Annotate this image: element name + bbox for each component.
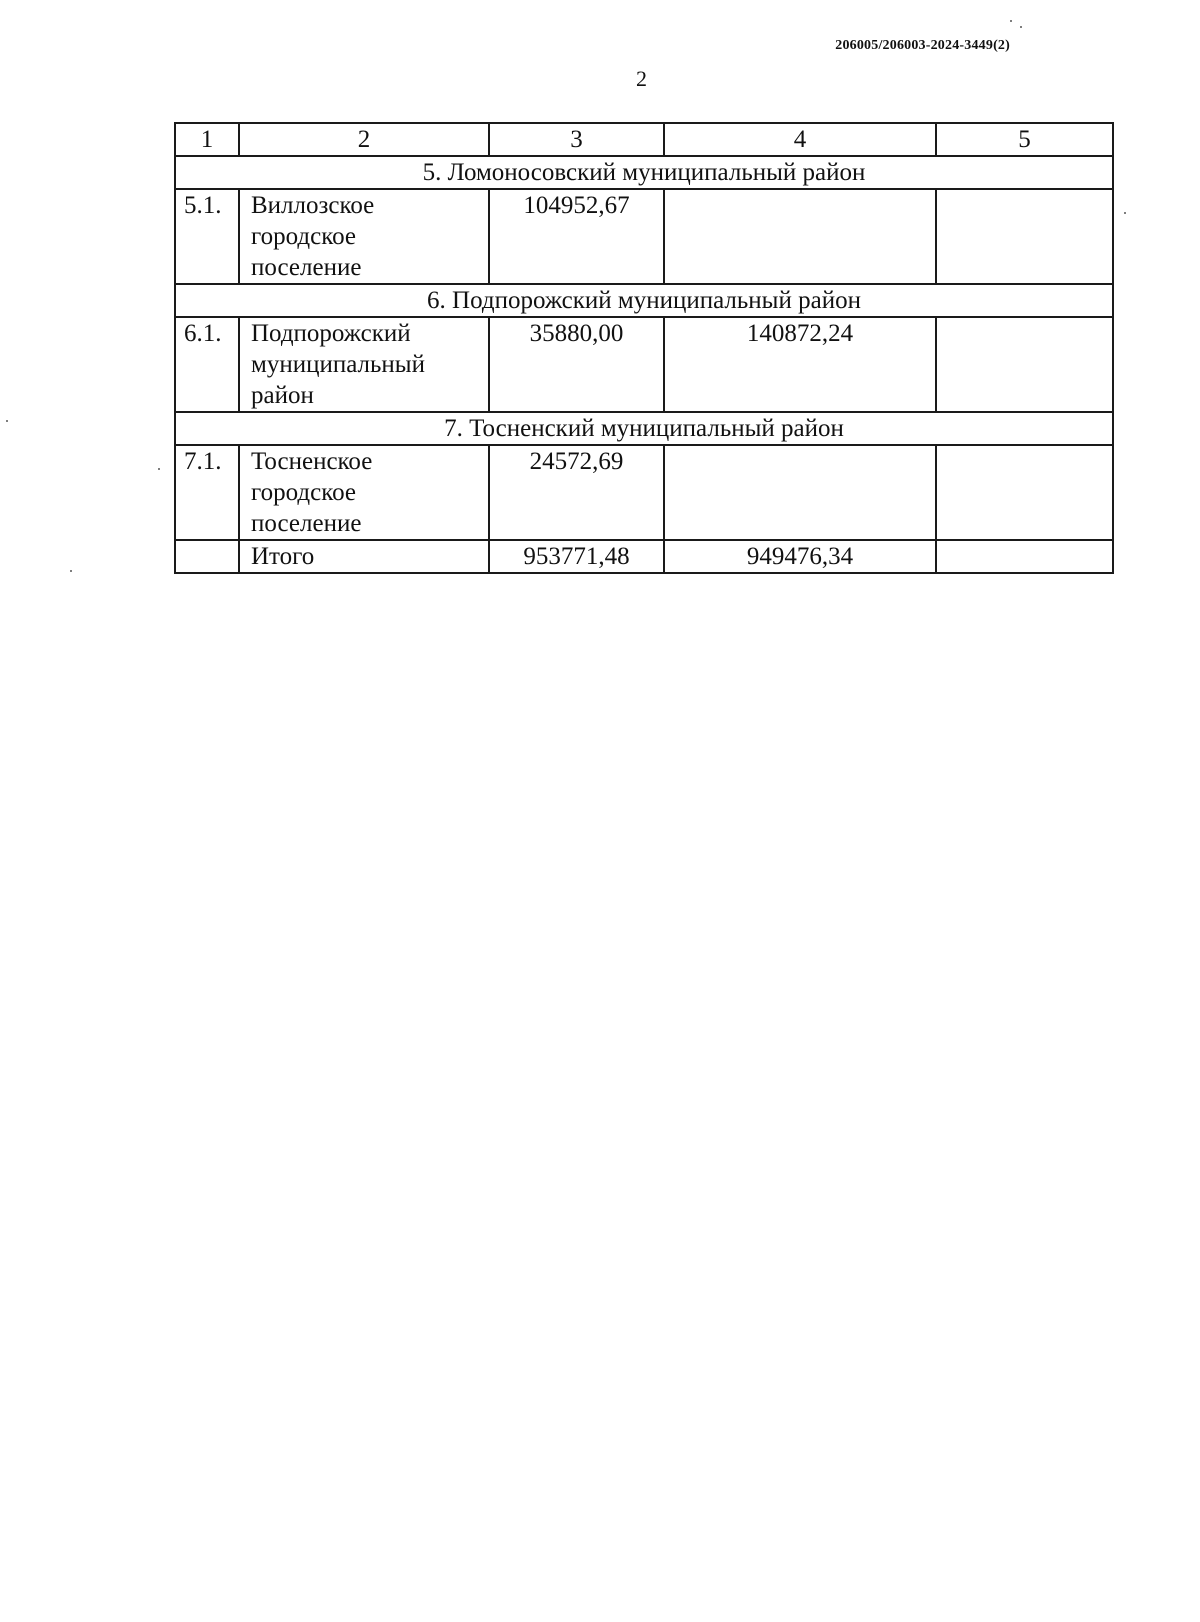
row-value-col3: 104952,67 [489,189,664,284]
row-name-line: поселение [251,510,362,537]
section-title: 5. Ломоносовский муниципальный район [175,156,1113,189]
column-number-row [175,123,1113,156]
row-value-col3: 35880,00 [489,317,664,412]
scan-speck [6,420,8,422]
column-header: 5 [936,123,1113,156]
column-header: 4 [664,123,936,156]
row-name-line: район [251,382,314,409]
row-name-line: Виллозское [251,192,375,219]
row-value-col5 [936,445,1113,540]
section-title: 7. Тосненский муниципальный район [175,412,1113,445]
row-value-col5 [936,317,1113,412]
row-value-col5 [936,189,1113,284]
scan-speck [1020,26,1022,28]
scan-speck [70,570,72,572]
row-number: 7.1. [175,445,239,540]
column-header: 2 [239,123,489,156]
table-row [175,189,1113,284]
row-name-line: Тосненское [251,448,373,475]
row-value-col3: 24572,69 [489,445,664,540]
section-row [175,284,1113,317]
row-value-col4 [664,445,936,540]
row-value-col4 [664,189,936,284]
allocation-table [174,122,1114,574]
total-value-col5 [936,540,1113,573]
scan-speck [1010,20,1012,22]
row-name-line: муниципальный [251,351,425,378]
scan-speck [1124,212,1126,214]
total-number [175,540,239,573]
table-row [175,317,1113,412]
row-value-col4: 140872,24 [664,317,936,412]
row-name-line: городское [251,223,357,250]
column-header: 1 [175,123,239,156]
section-title: 6. Подпорожский муниципальный район [175,284,1113,317]
total-value-col3: 953771,48 [489,540,664,573]
total-value-col4: 949476,34 [664,540,936,573]
total-label: Итого [239,540,489,573]
row-name [239,189,489,284]
row-name-line: поселение [251,254,362,281]
row-name-line: городское [251,479,357,506]
document-id: 206005/206003-2024-3449(2) [835,38,1010,53]
table-row [175,445,1113,540]
row-name-line: Подпорожский [251,320,411,347]
column-header: 3 [489,123,664,156]
total-row [175,540,1113,573]
scan-speck [158,468,160,470]
row-number: 6.1. [175,317,239,412]
page-number: 2 [636,66,647,91]
section-row [175,412,1113,445]
row-number: 5.1. [175,189,239,284]
row-name [239,445,489,540]
row-name [239,317,489,412]
section-row [175,156,1113,189]
